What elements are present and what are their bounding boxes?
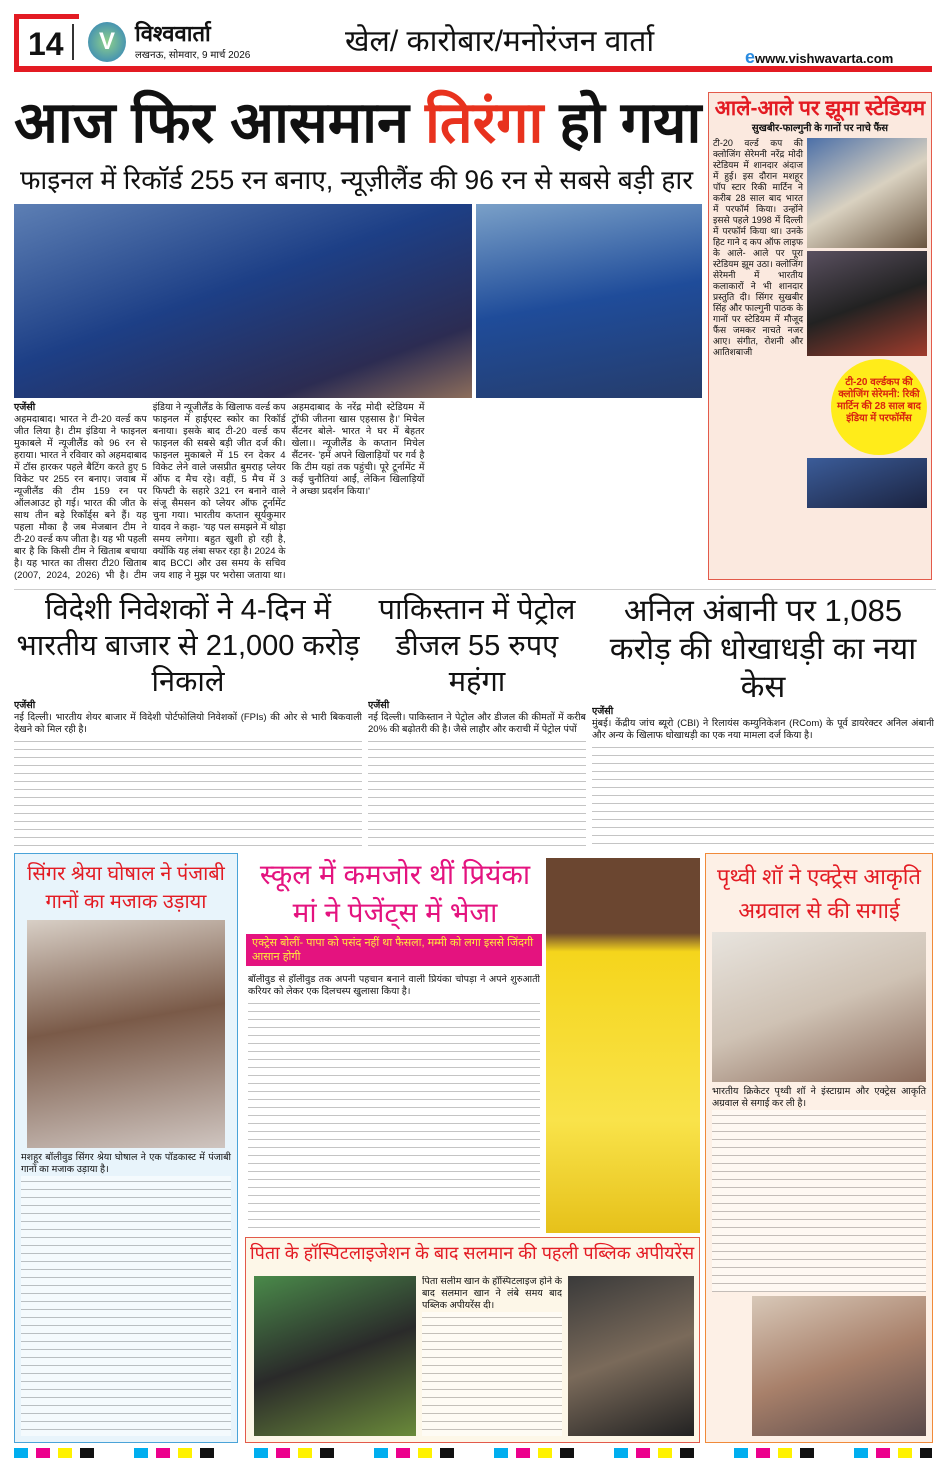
registration-color-bar — [14, 1448, 932, 1458]
lead-article: एजेंसी अहमदाबाद। भारत ने टी-20 वर्ल्ड कप जीत लिया है। टीम इंडिया ने फाइनल मुकाबले में न्यूजीलैंड को 96 रन से हराया। भारत ने रविवार को अहमदाबाद में टॉस हारकर पहले बैटिंग करते हुए 5 विकेट पर 255 रन बनाए। जवाब में न्यूजीलैंड की टीम 159 रन पर ऑलआउट हो गई। भारत की जीत के साथ तीन बड़े रिकॉर्ड्स बने हैं। यह पहला मौका है जब मेजबान टीम ने टी-20 वर्ल्ड कप जीता है। यह भी पहली बार है कि किसी टीम ने खिताब बचाया है। यह भारत का तीसरा टी20 खिताब (2007, 2024, 2026) भी है। टीम इंडिया ने न्यूजीलैंड के खिलाफ वर्ल्ड कप फाइनल में हाईएस्ट स्कोर का रिकॉर्ड बनाया। इसके बाद टी-20 वर्ल्ड कप फाइनल की सबसे बड़ी जीत दर्ज की। फाइनल मुकाबले में 15 रन देकर 4 विकेट लेने वाले जसप्रीत बुमराह प्लेयर ऑफ द मैच रहे। वहीं, 5 मैच में 3 फिफ्टी के सहारे 321 रन बनाने वाले संजू सैमसन को प्लेयर ऑफ टूर्नामेंट चुना गया। भारतीय कप्तान सूर्यकुमार यादव ने कहा- 'यह पल समझने में थोड़ा समय लगेगा। बहुत खुशी हो रही है, क्योंकि यह लंबा सफर रहा है। 2024 के बाद BCCI और उस समय के सचिव जय शाह ने मुझ पर भरोसा जताया था। अहमदाबाद के नरेंद्र मोदी स्टेडियम में ट्रॉफी जीतना खास एहसास है।' मिचेल सैंटनर बोले- भारत ने घर में बेहतर खेला।। न्यूजीलैंड के कप्तान मिचेल सैंटनर- 'हमें अपने खिलाड़ियों पर गर्व है कि टीम यहां तक पहुंची। पूरे टूर्नामेंट में कई चुनौतियां आईं, लेकिन खिलाड़ियों ने अच्छा प्रदर्शन किया।' — [14, 402, 702, 586]
page-number: 14 — [28, 26, 64, 62]
brand-name: विश्ववार्ता — [135, 21, 211, 46]
browser-icon: e — [745, 47, 756, 67]
salman-story: पिता के हॉस्पिटलाइजेशन के बाद सलमान की पहली पब्लिक अपीयरेंस पिता सलीम खान के हॉस्पिटलाइज होने के बाद सलमान खान ने लंबे समय बाद पब्लिक अपीयरेंस दी। — [245, 1237, 700, 1443]
shreya-photo — [27, 920, 225, 1148]
fpi-article: विदेशी निवेशकों ने 4-दिन में भारतीय बाजार से 21,000 करोड़ निकाले एजेंसी नई दिल्ली। भारतीय शेयर बाजार में विदेशी पोर्टफोलियो निवेशकों (FPIs) की ओर से भारी बिकवाली देखने को मिल रही है। — [14, 592, 362, 848]
sidebar-callout: टी-20 वर्ल्डकप की क्लोजिंग सेरेमनी: रिकी मार्टिन की 28 साल बाद इंडिया में परफॉर्मेंस — [831, 359, 927, 455]
pakistan-article: पाकिस्तान में पेट्रोल डीजल 55 रुपए महंगा एजेंसी नई दिल्ली। पाकिस्तान ने पेट्रोल और डीजल की कीमतों में करीब 20% की बढ़ोतरी की है। जैसे लाहौर और कराची में पेट्रोल पंपों — [368, 592, 586, 848]
prithvi-story: पृथ्वी शॉ ने एक्ट्रेस आकृति अग्रवाल से की सगाई भारतीय क्रिकेटर पृथ्वी शॉ ने इंस्टाग्राम और एक्ट्रेस आकृति अग्रवाल से सगाई कर ली है। — [705, 853, 933, 1443]
players-photo — [476, 204, 702, 398]
sidebar-story — [708, 92, 932, 580]
salman-family-photo — [568, 1276, 694, 1436]
lead-subhead: फाइनल में रिकॉर्ड 255 रन बनाए, न्यूज़ीलैंड की 96 रन से सबसे बड़ी हार — [20, 165, 694, 195]
couple-photo — [752, 1296, 926, 1436]
shreya-story: सिंगर श्रेया घोषाल ने पंजाबी गानों का मजाक उड़ाया मशहूर बॉलीवुड सिंगर श्रेया घोषाल ने एक पॉडकास्ट में पंजाबी गानों का मजाक उड़ाया है। — [14, 853, 238, 1443]
dateline: लखनऊ, सोमवार, 9 मार्च 2026 — [135, 50, 251, 61]
divider — [72, 24, 74, 60]
lead-body: अहमदाबाद। भारत ने टी-20 वर्ल्ड कप जीत लिया है। टीम इंडिया ने फाइनल मुकाबले में न्यूजीलैंड को 96 रन से हराया। भारत ने रविवार को अहमदाबाद में टॉस हारकर पहले बैटिंग करते हुए 5 विकेट पर 255 रन बनाए। जवाब में न्यूजीलैंड की टीम 159 रन पर ऑलआउट हो गई। भारत की जीत के साथ तीन बड़े रिकॉर्ड्स बने हैं। यह पहला मौका है जब मेजबान टीम ने टी-20 वर्ल्ड कप जीता है। यह भी पहली बार है कि किसी टीम ने खिताब बचाया है। यह भारत का तीसरा टी20 खिताब (2007, 2024, 2026) भी है। टीम इंडिया ने न्यूजीलैंड के खिलाफ वर्ल्ड कप फाइनल में हाईएस्ट स्कोर का रिकॉर्ड बनाया। इसके बाद टी-20 वर्ल्ड कप फाइनल की सबसे बड़ी जीत दर्ज की। फाइनल मुकाबले में 15 रन देकर 4 विकेट लेने वाले जसप्रीत बुमराह प्लेयर ऑफ द मैच रहे। वहीं, 5 मैच में 3 फिफ्टी के सहारे 321 रन बनाने वाले संजू सैमसन को प्लेयर ऑफ टूर्नामेंट चुना गया। भारतीय कप्तान सूर्यकुमार यादव ने कहा- 'यह पल समझने में थोड़ा समय लगेगा। बहुत खुशी हो रही है, क्योंकि यह लंबा सफर रहा है। 2024 के बाद BCCI और उस समय के सचिव जय शाह ने मुझ पर भरोसा जताया था। अहमदाबाद के नरेंद्र मोदी स्टेडियम में ट्रॉफी जीतना खास एहसास है।' मिचेल सैंटनर बोले- भारत ने घर में बेहतर खेला।। न्यूजीलैंड के कप्तान मिचेल सैंटनर- 'हमें अपने खिलाड़ियों पर गर्व है कि टीम यहां तक पहुंची। पूरे टूर्नामेंट में कई चुनौतियां आईं, लेकिन खिलाड़ियों ने अच्छा प्रदर्शन किया।' — [14, 402, 425, 581]
lead-headline: आज फिर आसमान तिरंगा हो गया — [14, 91, 702, 155]
divider — [14, 589, 936, 590]
sidebar-title: आले-आले पर झूमा स्टेडियम — [714, 97, 926, 120]
team-celebration-photo — [14, 204, 472, 398]
engagement-photo — [712, 932, 926, 1082]
salman-photo — [254, 1276, 416, 1436]
performers-photo — [807, 251, 927, 356]
section-title: खेल/ कारोबार/मनोरंजन वार्ता — [345, 25, 655, 58]
priyanka-headline: स्कूल में कमजोर थीं प्रियंका मां ने पेजेंट्स में भेजा — [259, 859, 531, 928]
anil-ambani-headline: अनिल अंबानी पर 1,085 करोड़ की धोखाधड़ी का नया केस — [609, 593, 917, 704]
stadium-photo — [807, 458, 927, 508]
priyanka-photo — [546, 858, 700, 1233]
pakistan-headline: पाकिस्तान में पेट्रोल डीजल 55 रुपए महंगा — [378, 594, 576, 698]
ambani-article: अनिल अंबानी पर 1,085 करोड़ की धोखाधड़ी का नया केस एजेंसी मुंबई। केंद्रीय जांच ब्यूरो (CBI) ने रिलायंस कम्युनिकेशन (RCom) के पूर्व डायरेक्टर अनिल अंबानी और अन्य के खिलाफ धोखाधड़ी का एक नया मामला दर्ज किया है। — [592, 592, 934, 848]
sidebar-body: टी-20 वर्ल्ड कप की क्लोजिंग सेरेमनी नरेंद्र मोदी स्टेडियम में शानदार अंदाज में हुई। इस दौरान मशहूर पॉप स्टार रिकी मार्टिन ने करीब 28 साल बाद भारत में परफॉर्म किया। उन्होंने इससे पहले 1998 में दिल्ली में परफॉर्म किया था। उनके हिट गाने द कप ऑफ लाइफ के आले- आले पर पूरा स्टेडियम झूम उठा। क्लोजिंग सेरेमनी में भारतीय कलाकारों ने भी शानदार प्रस्तुति दी। सिंगर सुखबीर सिंह और फाल्गुनी पाठक के गानों पर स्टेडियम में मौजूद फैंस जमकर नाचते नजर आए। संगीत, रोशनी और आतिशबाजी — [713, 138, 803, 357]
sidebar-subtitle: सुखबीर-फाल्गुनी के गानों पर नाचे फैंस — [751, 123, 889, 134]
brand-logo-icon: V — [88, 22, 126, 62]
ceremony-photo — [807, 138, 927, 248]
priyanka-article: बॉलीवुड से हॉलीवुड तक अपनी पहचान बनाने वाली प्रियंका चोपड़ा ने अपने शुरुआती करियर को लेकर एक दिलचस्प खुलासा किया है। — [248, 974, 540, 1232]
website-link[interactable]: ewww.vishwavarta.com — [745, 47, 894, 67]
fpi-headline: विदेशी निवेशकों ने 4-दिन में भारतीय बाजार से 21,000 करोड़ निकाले — [16, 594, 360, 698]
priyanka-strap: एक्ट्रेस बोलीं- पापा को पसंद नहीं था फैसला, मम्मी को लगा इससे जिंदगी आसान होगी — [246, 934, 542, 966]
